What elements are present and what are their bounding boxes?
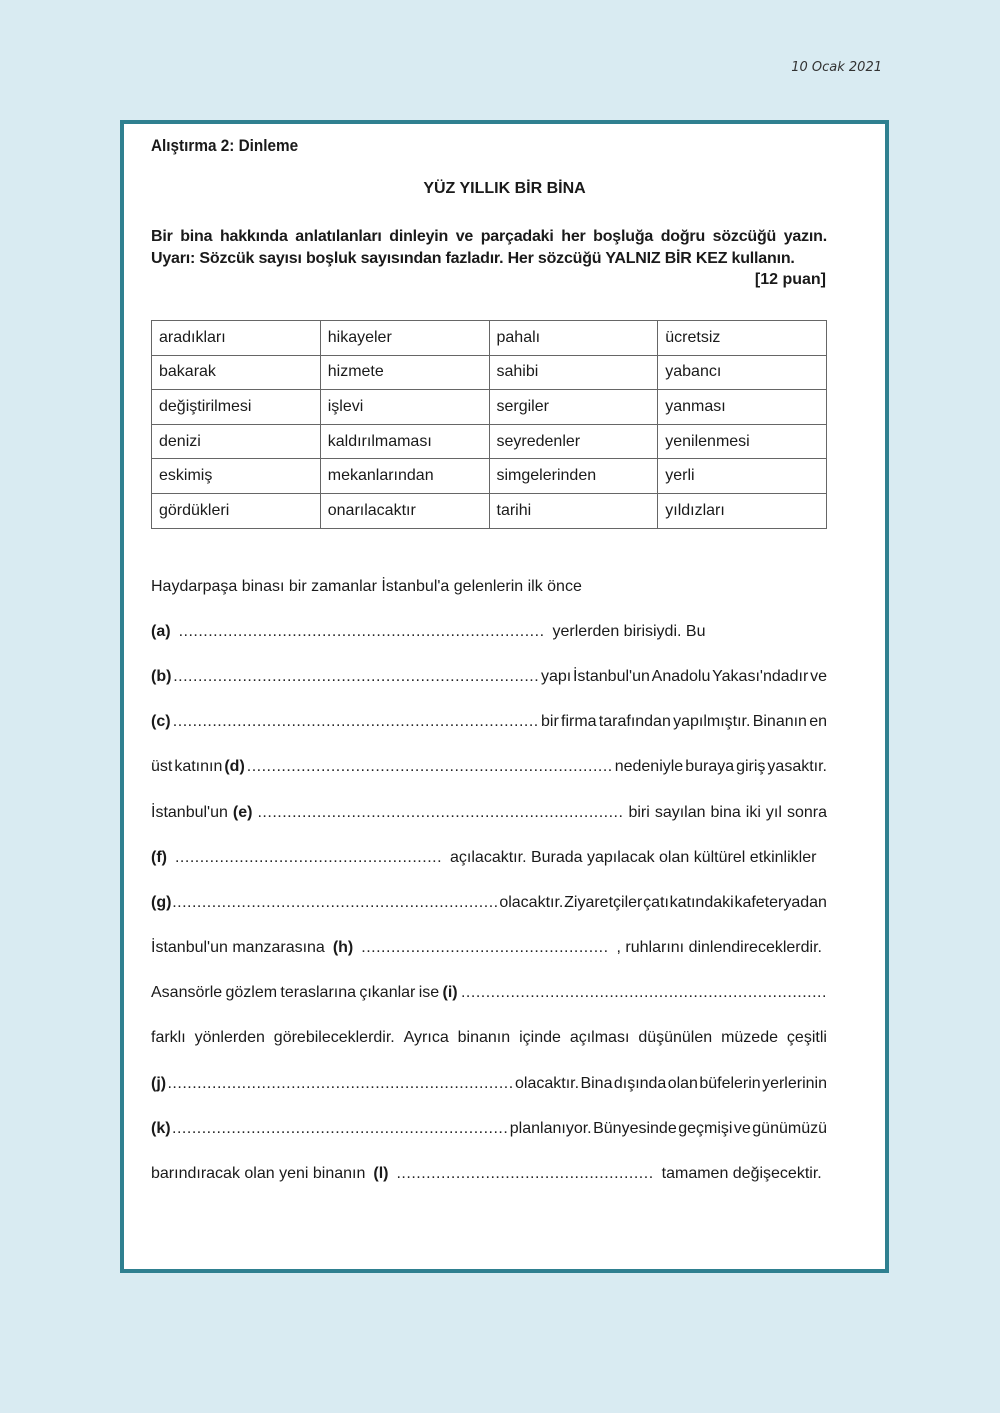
word-cell: eskimiş [152,459,321,494]
passage-line [151,1061,827,1106]
passage-text: yıl [765,803,782,821]
blank-label-h: (h) [332,939,354,957]
passage-text: görebileceklerdir. [273,1029,395,1047]
passage-text: olacaktır. [515,1074,580,1092]
passage-text: geçmişi [678,1119,733,1137]
instructions: Bir bina hakkında anlatılanları dinleyin ve parçadaki her boşluğa doğru sözcüğü yazın. Uyarı: Sözcük sayısı boşluk sayısından fazladır. Her sözcüğü YALNIZ BİR KEZ kullanın. [151,228,827,267]
blank-g[interactable]: .................................................................. [172,893,499,911]
passage-text: büfelerin [699,1074,761,1092]
passage-text: sayılan [654,803,706,821]
blank-label-k: (k) [151,1119,171,1137]
passage-text: firma [561,713,597,731]
passage-text: yerlerinin [762,1074,827,1092]
passage-line [151,745,827,790]
word-cell: işlevi [320,390,489,425]
passage-text: çeşitli [786,1029,827,1047]
passage-text: Ziyaretçiler [564,893,643,911]
table-row [152,390,827,425]
passage-text: müzede [721,1029,778,1047]
passage-line [151,971,827,1016]
passage-line [151,1151,827,1196]
passage-line [151,609,827,654]
word-cell: hizmete [320,355,489,390]
blank-label-d: (d) [224,758,245,776]
passage-text: Asansörle [151,984,223,1002]
blank-b[interactable]: .......................................................................... [173,667,540,685]
passage-line [151,926,827,971]
blank-c[interactable]: .......................................................................... [172,713,539,731]
page-title: YÜZ YILLIK BİR BİNA [423,180,586,197]
passage-text: Bünyesinde [593,1119,677,1137]
word-bank-table [151,320,827,529]
passage-text: iki [745,803,761,821]
passage-text: ise [418,984,440,1002]
word-cell: aradıkları [152,321,321,356]
passage-text: Ayrıca [403,1029,449,1047]
table-row [152,459,827,494]
passage-text: farklı [151,1029,186,1047]
passage-line [151,654,827,699]
passage-text: giriş [736,758,766,776]
word-cell: sergiler [489,390,658,425]
passage-text: yapılmıştır. [673,713,751,731]
blank-k[interactable]: .................................................................... [172,1119,509,1137]
word-cell: mekanlarından [320,459,489,494]
word-cell: seyredenler [489,424,658,459]
blank-label-f: (f) [151,848,167,866]
passage-text: olan [667,1074,698,1092]
passage-text: barındıracak olan yeni binanın [151,1165,366,1183]
word-cell: ücretsiz [658,321,827,356]
word-cell: değiştirilmesi [152,390,321,425]
blank-label-j: (j) [151,1074,167,1092]
word-cell: hikayeler [320,321,489,356]
word-cell: bakarak [152,355,321,390]
passage-text: İstanbul'un manzarasına [151,939,325,957]
word-cell: yabancı [658,355,827,390]
exercise-title: Alıştırma 2: Dinleme [151,136,299,155]
passage-text: açılacaktır. Burada yapılacak olan kültürel etkinlikler [450,848,817,866]
passage-text: nedeniyle [614,758,684,776]
passage-text: bir [540,713,559,731]
table-row [152,493,827,528]
passage-text: gözlem [225,984,278,1002]
passage-line [151,1106,827,1151]
word-cell: yanması [658,390,827,425]
passage-text: yerlerden birisiydi. Bu [552,622,706,640]
table-row [152,321,827,356]
word-cell: yıldızları [658,493,827,528]
passage-line [151,564,827,609]
blank-j[interactable]: ...................................................................... [167,1074,514,1092]
passage-line [151,835,827,880]
passage-text: katının [174,758,223,776]
passage [151,564,827,1197]
table-row [152,424,827,459]
passage-text: katındaki [669,893,734,911]
word-cell: yerli [658,459,827,494]
passage-text: düşünülen [638,1029,713,1047]
passage-text: çatı [643,893,669,911]
passage-intro: Haydarpaşa binası bir zamanlar İstanbul'a gelenlerin ilk önce [151,577,582,595]
passage-text: üst [151,758,173,776]
word-cell: sahibi [489,355,658,390]
blank-label-i: (i) [442,984,458,1002]
blank-e[interactable]: .......................................................................... [257,803,624,821]
passage-text: içinde [519,1029,561,1047]
passage-text: kafeteryadan [734,893,827,911]
word-cell: simgelerinden [489,459,658,494]
passage-text: ve [733,1119,751,1137]
passage-text: , ruhlarını dinlendireceklerdir. [616,939,822,957]
word-cell: kaldırılmaması [320,424,489,459]
passage-text: bina [710,803,741,821]
word-cell: onarılacaktır [320,493,489,528]
blank-label-l: (l) [373,1165,389,1183]
passage-text: Yakası'ndadır [712,667,809,685]
passage-text: günümüzü [752,1119,827,1137]
word-cell: denizi [152,424,321,459]
passage-line [151,880,827,925]
passage-text: en [809,713,827,731]
word-cell: yenilenmesi [658,424,827,459]
passage-text: binanın [457,1029,511,1047]
passage-text: ve [810,667,827,685]
passage-text: dışında [613,1074,667,1092]
passage-text: yasaktır. [767,758,827,776]
passage-text: buraya [685,758,735,776]
blank-a[interactable]: .......................................................................... [178,622,545,640]
date: 10 Ocak 2021 [791,60,882,75]
passage-text: tamamen değişecektir. [661,1165,822,1183]
passage-line [151,1016,827,1061]
blank-label-c: (c) [151,713,171,731]
passage-text: açılması [569,1029,630,1047]
passage-line [151,790,827,835]
worksheet [120,120,889,1273]
passage-text: Binanın [752,713,807,731]
blank-label-g: (g) [151,893,172,911]
passage-line [151,700,827,745]
passage-text: çıkanlar [359,984,416,1002]
blank-h[interactable]: .................................................. [361,939,609,957]
blank-label-e: (e) [232,803,253,821]
blank-label-b: (b) [151,667,172,685]
passage-text: olacaktır. [499,893,564,911]
points: [12 puan] [754,271,826,288]
passage-text: tarafından [598,713,671,731]
passage-text: İstanbul'un [151,803,228,821]
passage-text: sonra [786,803,827,821]
passage-text: Bina [580,1074,613,1092]
passage-text: teraslarına [280,984,357,1002]
word-cell: gördükleri [152,493,321,528]
passage-text: yönlerden [194,1029,265,1047]
word-cell: tarihi [489,493,658,528]
passage-text: İstanbul'un [572,667,650,685]
blank-label-a: (a) [151,622,171,640]
blank-i[interactable]: .......................................................................... [460,984,827,1002]
passage-text: yapı [540,667,572,685]
passage-text: biri [628,803,650,821]
passage-text: planlanıyor. [509,1119,592,1137]
blank-f[interactable]: ...................................................... [174,848,443,866]
table-row [152,355,827,390]
word-cell: pahalı [489,321,658,356]
blank-l[interactable]: .................................................... [396,1165,654,1183]
passage-text: Anadolu [651,667,711,685]
blank-d[interactable]: .......................................................................... [246,758,613,776]
